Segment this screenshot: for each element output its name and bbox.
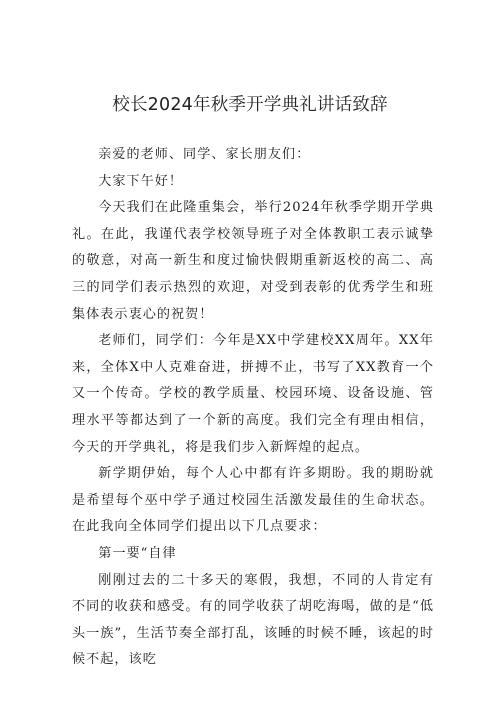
salutation: 亲爱的老师、同学、家长朋友们：	[98, 147, 311, 162]
document-title: 校长2024年秋季开学典礼讲话致辞	[112, 95, 388, 115]
paragraph-opening: 今天我们在此隆重集会，举行2024年秋季学期开学典礼。在此，我谨代表学校领导班子对全体教职工表示诚挚的敬意，对高一新生和度过愉快假期重新返校的高二、高三的同学们表示热烈的欢迎，对受到表彰的优秀学生和班集体表示衷心的祝贺！	[72, 200, 434, 322]
paragraph-anniversary: 老师们，同学们：今年是XX中学建校XX周年。XX年来，全体X中人克难奋进，拼搏不止，书写了XX教育一个又一个传奇。学校的教学质量、校园环境、设备设施、管理水平等都达到了一个新的高度。我们完全有理由相信，今天的开学典礼，将是我们步入新辉煌的起点。	[72, 333, 434, 455]
document-body	[72, 142, 434, 674]
greeting: 大家下午好！	[98, 173, 184, 189]
paragraph-winter-break: 刚刚过去的二十多天的寒假，我想，不同的人肯定有不同的收获和感受。有的同学收获了胡吃海喝，做的是“低头一族”，生活节奏全部打乱，该睡的时候不睡，该起的时候不起，该吃	[72, 572, 434, 668]
section-heading-self-discipline: 第一要“自律	[98, 545, 177, 561]
paragraph-expectations: 新学期伊始，每个人心中都有许多期盼。我的期盼就是希望每个巫中学子通过校园生活激发最佳的生命状态。在此我向全体同学们提出以下几点要求：	[72, 466, 434, 535]
